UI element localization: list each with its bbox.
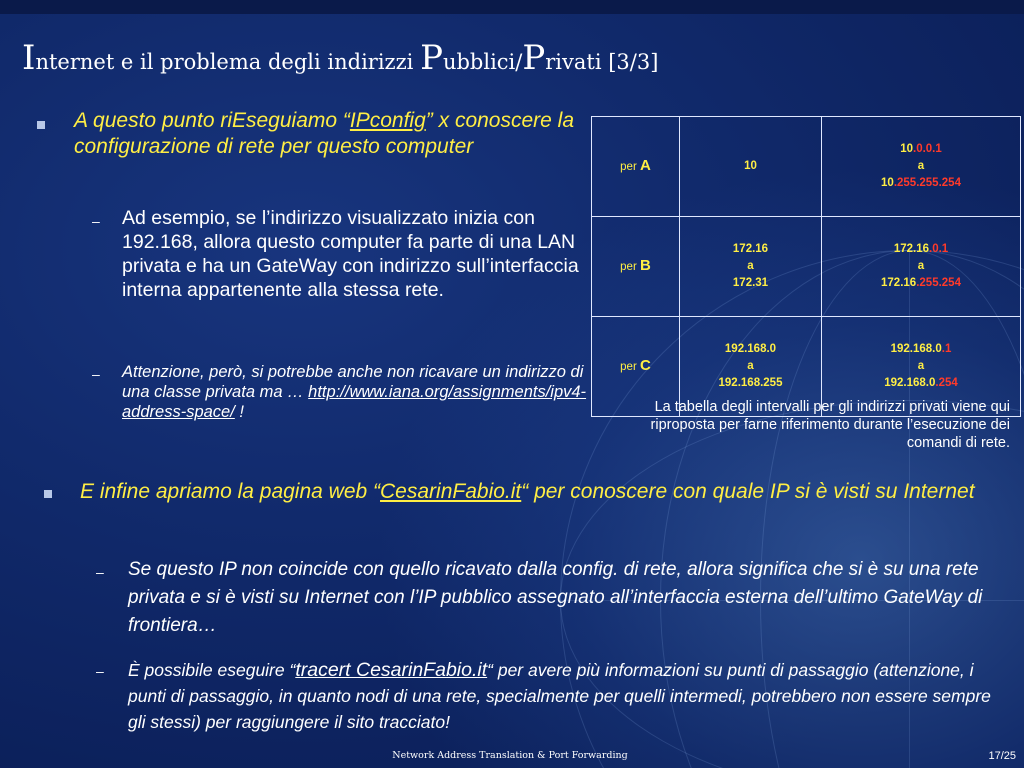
range-end: 192.168.255	[718, 377, 783, 389]
title-initial: P	[420, 38, 443, 78]
bullet-text: “ per conoscere con quale IP si è visti su Internet	[521, 480, 975, 503]
per-label: per	[620, 161, 637, 173]
host-first	[822, 241, 1020, 258]
bullet-text: E infine apriamo la pagina web “	[80, 480, 381, 503]
class-letter: B	[639, 257, 651, 274]
bullet-text: ” x conoscere la configurazione di rete per questo computer	[74, 109, 575, 158]
class-label-cell	[592, 217, 680, 317]
host-first	[822, 341, 1020, 358]
bullet-marker	[37, 121, 45, 129]
host-range-cell	[822, 117, 1021, 217]
range-start: 10	[744, 160, 757, 172]
class-letter: C	[639, 357, 651, 374]
host-part: .0.0.1	[913, 143, 942, 155]
per-label: per	[620, 361, 637, 373]
host-network: 10	[881, 177, 894, 189]
iana-link[interactable]: http://www.iana.org/assignments/ipv4-address-space/	[122, 383, 587, 421]
host-last	[822, 175, 1020, 192]
host-network: 192.168.0	[884, 377, 936, 389]
host-part: .254	[935, 377, 958, 389]
slide-title	[22, 38, 658, 78]
range-cell	[680, 217, 822, 317]
sub-text: Attenzione, però, si potrebbe anche non ricavare un indirizzo di una classe privata ma …	[122, 363, 584, 401]
sub-bullet-example: Ad esempio, se l’indirizzo visualizzato inizia con 192.168, allora questo computer fa parte di una LAN privata e ha un GateWay con indirizzo sull’interfaccia interna appartenente alla stessa rete.	[122, 207, 579, 301]
host-part: .0.1	[929, 243, 949, 255]
class-letter: A	[639, 157, 651, 174]
dash-marker: –	[96, 564, 104, 580]
bullet-text: A questo punto riEseguiamo “	[74, 109, 350, 132]
host-network: 10	[900, 143, 913, 155]
bullet-marker	[44, 490, 52, 498]
bullet-cesarinfabio	[80, 476, 1010, 507]
sub-bullet-public-ip: Se questo IP non coincide con quello ricavato dalla config. di rete, allora significa che si è su una rete privata e si è visti su Internet con l’IP pubblico assegnato all’interfaccia esterna dell’ultimo GateWay di frontiera…	[128, 559, 983, 636]
host-range-cell	[822, 217, 1021, 317]
sub-bullet-tracert	[128, 657, 1008, 735]
sub-text: È possibile eseguire “	[128, 660, 296, 680]
sub-text: “ per avere più informazioni su punti di passaggio (attenzione, i punti di passaggio, in quanto nodi di una rete, specialmente per quelli intermedi, potrebbero non essere sempre gli stessi) per raggiungere il sito tracciato!	[128, 660, 991, 732]
ipconfig-link[interactable]: IPconfig	[349, 109, 426, 132]
range-sep: a	[747, 360, 754, 372]
dash-marker: –	[92, 213, 100, 229]
host-sep: a	[917, 360, 925, 372]
range-start: 172.16	[732, 243, 769, 255]
host-network: 192.168.0	[890, 343, 942, 355]
host-sep: a	[917, 260, 925, 272]
host-network: 172.16	[893, 243, 929, 255]
host-sep: a	[917, 160, 925, 172]
host-part: .255.254	[916, 277, 961, 289]
title-part: rivati [3/3]	[545, 50, 659, 74]
title-part: ubblici/	[442, 50, 523, 74]
class-label-cell	[592, 117, 680, 217]
title-initial: P	[522, 38, 546, 78]
host-network: 172.16	[881, 277, 917, 289]
host-part: .1	[941, 343, 952, 355]
dash-marker: –	[92, 366, 100, 382]
range-cell	[680, 117, 822, 217]
sub-bullet-attention	[122, 362, 590, 422]
table-row	[592, 117, 1021, 217]
page-number: 17/25	[988, 750, 1016, 762]
tracert-link[interactable]: tracert CesarinFabio.it	[295, 659, 488, 681]
per-label: per	[620, 261, 637, 273]
bullet-ipconfig	[74, 108, 594, 160]
host-part: .255.255.254	[893, 177, 961, 189]
range-end: 172.31	[732, 277, 769, 289]
private-ranges-table	[591, 116, 1021, 417]
title-part: nternet e il problema degli indirizzi	[35, 50, 421, 74]
host-first	[822, 141, 1020, 158]
range-sep: a	[747, 260, 754, 272]
table-row	[592, 217, 1021, 317]
host-last	[822, 275, 1020, 292]
sub-text: !	[234, 403, 244, 421]
footer-title: Network Address Translation & Port Forwarding	[392, 750, 628, 761]
cesarinfabio-link[interactable]: CesarinFabio.it	[380, 480, 522, 503]
dash-marker: –	[96, 663, 104, 679]
host-last	[822, 375, 1020, 392]
table-caption: La tabella degli intervalli per gli indirizzi privati viene qui riproposta per farne riferimento durante l’esecuzione dei comandi di rete.	[650, 399, 1010, 451]
top-bar	[0, 0, 1024, 14]
title-initial: I	[22, 38, 36, 78]
range-start: 192.168.0	[724, 343, 777, 355]
